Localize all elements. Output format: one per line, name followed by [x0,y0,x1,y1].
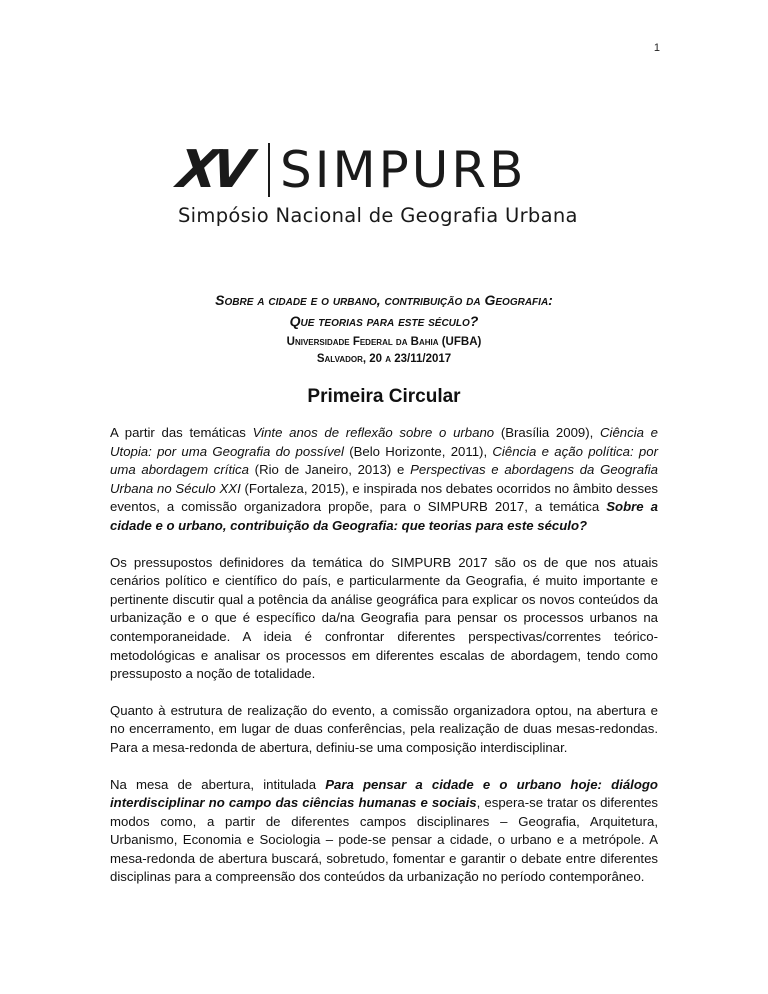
text-run: (Brasília 2009), [494,425,600,440]
text-run: (Belo Horizonte, 2011), [343,443,493,459]
italic-title: Ciência e Utopia: por uma Geografia do possível [110,425,659,459]
document-title: Primeira Circular [307,386,461,407]
paragraph-4 [110,776,658,888]
page-number: 1 [653,42,660,54]
text-run: (Fortaleza, 2015), e inspirada nos debates ocorridos no âmbito desses eventos, a comissão organizadora propõe, para o SIMPURB 2017, a temática [110,480,659,515]
bold-italic-theme: Sobre a cidade e o urbano, contribuição da Geografia: que teorias para este século? [110,499,659,533]
logo-roman-numeral: XV [173,140,251,200]
document-body [110,424,658,905]
theme-line-2: Que teorias para este século? [289,313,479,329]
italic-title: Perspectivas e abordagens da Geografia Urbana no Século XXI [110,462,658,496]
paragraph-2: Os pressupostos definidores da temática do SIMPURB 2017 são os de que nos atuais cenários político e científico do país, e particularmente da Geografia, é muito importante e pertinente discutir qual a potência da análise geográfica para explicar os novos conteúdos da urbanização e o que é específico da/na Geografia para pensar os processos urbanos na contemporaneidade. A ideia é confrontar diferentes perspectivas/correntes teórico-metodológicas e analisar os processos em diferentes escalas de abordagem, tendo como pressuposto a noção de totalidade. [110,554,658,682]
event-theme [0,290,768,332]
university: Universidade Federal da Bahia (UFBA) [286,336,482,348]
paragraph-1 [110,424,658,536]
text-run: , espera-se tratar os diferentes modos como, a partir de diferentes campos disciplinares – Geografia, Arquitetura, Urbanismo, Economia e Sociologia – pode-se pensar a cidade, o urbano e a metrópole. A mesa-redonda de abertura buscará, sobretudo, fomentar e garantir o debate entre diferentes disciplinas para a compreensão dos conteúdos da urbanização no período contemporâneo. [110,795,658,885]
text-run: (Rio de Janeiro, 2013) e [248,462,411,478]
bold-italic-title: Para pensar a cidade e o urbano hoje: diálogo interdisciplinar no campo das ciências humanas e sociais [110,776,658,811]
theme-line-1: Sobre a cidade e o urbano, contribuição da Geografia: [215,292,553,308]
italic-title: Vinte anos de reflexão sobre o urbano [252,425,495,440]
logo-wordmark: SIMPURB [280,141,527,199]
simpurb-logo [173,140,598,230]
event-info [0,334,768,368]
logo-subtitle: Simpósio Nacional de Geografia Urbana [178,204,578,227]
text-run: Na mesa de abertura, intitulada [110,776,326,792]
location-date: Salvador, 20 a 23/11/2017 [316,353,452,365]
text-run: A partir das temáticas [110,425,253,440]
logo-divider [268,143,270,197]
italic-title: Ciência e ação política: por uma abordagem crítica [110,443,658,478]
paragraph-3: Quanto à estrutura de realização do evento, a comissão organizadora optou, na abertura e no encerramento, em lugar de duas conferências, pela realização de duas mesas-redondas. Para a mesa-redonda de abertura, definiu-se uma composição interdisciplinar. [110,702,658,755]
